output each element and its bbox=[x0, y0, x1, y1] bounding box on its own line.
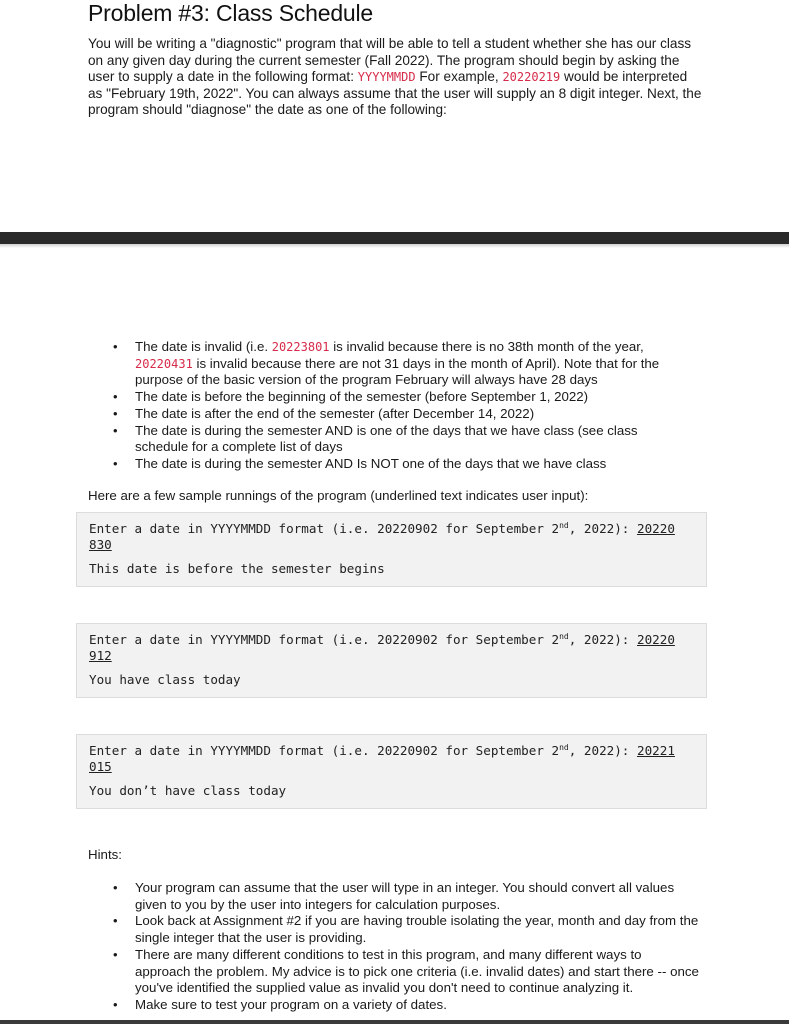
samples-intro: Here are a few sample runnings of the program (underlined text indicates user input): bbox=[88, 488, 589, 503]
program-output: This date is before the semester begins bbox=[89, 561, 385, 576]
intro-text-3: would be interpreted as "February 19th, 2022". You can always assume that the user will supply an 8 digit integer. Next, the program should "diagnose" the date as one of the following: bbox=[88, 69, 702, 118]
prompt-sup: nd bbox=[559, 743, 569, 752]
bullet-icon: • bbox=[113, 996, 118, 1012]
intro-paragraph bbox=[88, 36, 704, 119]
no-class-text: The date is during the semester AND Is NOT one of the days that we have class bbox=[135, 455, 607, 471]
bullet-icon: • bbox=[113, 405, 118, 421]
user-input-continued: 830 bbox=[89, 537, 112, 552]
bullet-icon: • bbox=[113, 389, 118, 405]
after-text: The date is after the end of the semester (after December 14, 2022) bbox=[135, 405, 535, 421]
bottom-separator bbox=[0, 1020, 789, 1024]
hint-text: Look back at Assignment #2 if you are having trouble isolating the year, month and day from the single integer that the user is providing. bbox=[135, 913, 699, 946]
intro-text-1: You will be writing a "diagnostic" program that will be able to tell a student whether she has our class on any given day during the current semester (Fall 2022). The program should begin by asking the user to supply a date in the following format: bbox=[88, 36, 692, 85]
prompt-text-end: , 2022): bbox=[568, 632, 637, 647]
prompt-sup: nd bbox=[559, 632, 569, 641]
user-input-continued: 015 bbox=[89, 759, 112, 774]
hints-list bbox=[88, 880, 700, 1014]
invalid-text-3: is invalid because there are not 31 days in the month of April). Note that for the purpose of the basic version of the program February will always have 28 days bbox=[135, 355, 660, 388]
user-input: 20220 bbox=[636, 521, 675, 536]
prompt-text: Enter a date in YYYYMMDD format (i.e. 20220902 for September 2 bbox=[89, 632, 560, 647]
conditions-list bbox=[88, 339, 693, 473]
invalid-text-2: is invalid because there is no 38th month of the year, bbox=[329, 339, 644, 354]
class-day-text: The date is during the semester AND is one of the days that we have class (see class schedule for a complete list of days bbox=[135, 422, 638, 455]
page-separator-shadow bbox=[0, 244, 789, 248]
prompt-text-end: , 2022): bbox=[568, 743, 637, 758]
bullet-icon: • bbox=[113, 339, 118, 354]
user-input: 20220 bbox=[636, 632, 675, 647]
format-code: YYYYMMDD bbox=[357, 70, 416, 85]
bullet-icon: • bbox=[113, 880, 118, 895]
bullet-icon: • bbox=[113, 913, 118, 929]
list-item bbox=[88, 456, 693, 473]
user-input: 20221 bbox=[636, 743, 675, 758]
prompt-text-end: , 2022): bbox=[568, 521, 637, 536]
list-item bbox=[88, 880, 700, 913]
bullet-icon: • bbox=[113, 422, 118, 438]
bullet-icon: • bbox=[113, 455, 118, 471]
hints-label: Hints: bbox=[88, 847, 122, 862]
sample-run-1 bbox=[76, 512, 707, 587]
invalid-code-1: 20223801 bbox=[271, 340, 330, 354]
list-item bbox=[88, 947, 700, 997]
prompt-sup: nd bbox=[559, 521, 569, 530]
list-item bbox=[88, 389, 693, 406]
bullet-icon: • bbox=[113, 946, 118, 962]
prompt-text: Enter a date in YYYYMMDD format (i.e. 20220902 for September 2 bbox=[89, 743, 560, 758]
list-item bbox=[88, 406, 693, 423]
program-output: You don’t have class today bbox=[89, 783, 287, 798]
page-top bbox=[0, 0, 789, 232]
list-item bbox=[88, 339, 693, 389]
prompt-line bbox=[89, 631, 695, 649]
page-title: Problem #3: Class Schedule bbox=[88, 0, 374, 26]
intro-text-2: For example, bbox=[415, 69, 503, 85]
hint-text: There are many different conditions to test in this program, and many different ways to approach the problem. My advice is to pick one criteria (i.e. invalid dates) and start there -- once you've identified the supplied value as invalid you don't need to continue analyzing it. bbox=[135, 946, 699, 996]
program-output: You have class today bbox=[89, 672, 241, 687]
prompt-line bbox=[89, 520, 695, 538]
hint-text: Your program can assume that the user will type in an integer. You should convert all values given to you by the user into integers for calculation purposes. bbox=[135, 880, 675, 912]
prompt-text: Enter a date in YYYYMMDD format (i.e. 20220902 for September 2 bbox=[89, 521, 560, 536]
prompt-line bbox=[89, 742, 695, 760]
list-item bbox=[88, 997, 700, 1014]
sample-run-3 bbox=[76, 734, 707, 809]
list-item bbox=[88, 423, 693, 456]
list-item bbox=[88, 913, 700, 946]
sample-run-2 bbox=[76, 623, 707, 698]
invalid-text-1: The date is invalid (i.e. bbox=[135, 339, 272, 354]
invalid-code-2: 20220431 bbox=[135, 356, 193, 371]
user-input-continued: 912 bbox=[89, 648, 112, 663]
before-text: The date is before the beginning of the semester (before September 1, 2022) bbox=[135, 389, 589, 405]
example-code: 20220219 bbox=[502, 70, 561, 85]
page-separator bbox=[0, 232, 789, 244]
hint-text: Make sure to test your program on a variety of dates. bbox=[135, 996, 447, 1012]
